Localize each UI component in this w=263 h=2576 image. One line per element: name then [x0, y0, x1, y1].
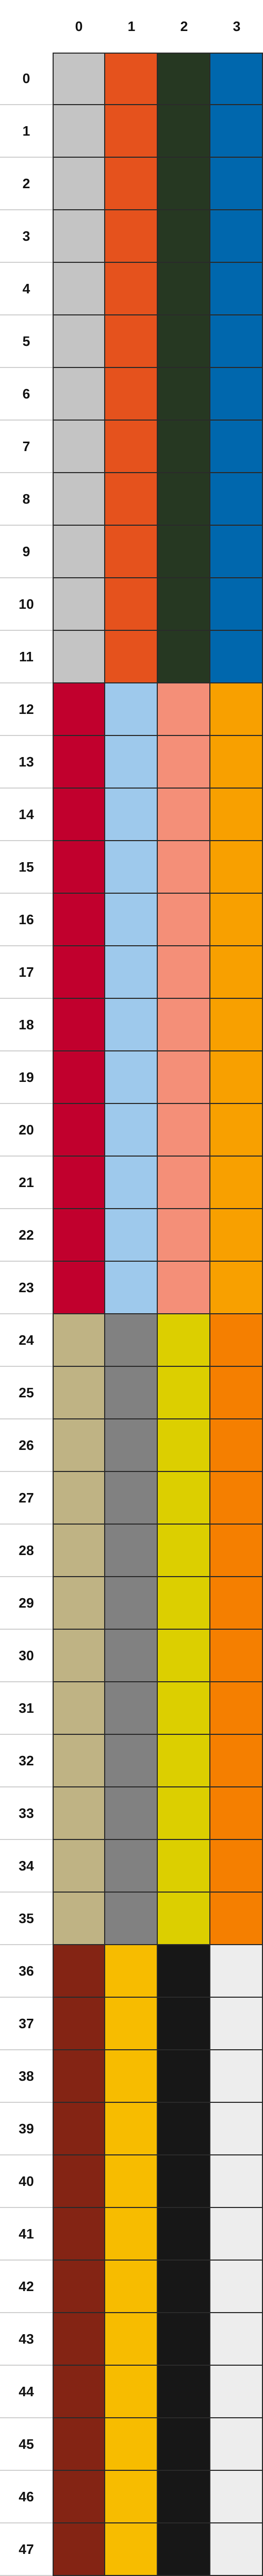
color-cell-r11-c2 — [158, 631, 210, 683]
row-label-19: 19 — [0, 1051, 53, 1104]
color-cell-r38-c1 — [105, 2050, 158, 2103]
color-cell-r35-c3 — [210, 1893, 263, 1945]
color-cell-r43-c1 — [105, 2313, 158, 2366]
color-cell-r3-c0 — [53, 210, 105, 263]
row-label-9: 9 — [0, 526, 53, 578]
color-cell-r15-c1 — [105, 841, 158, 894]
color-cell-r28-c1 — [105, 1525, 158, 1577]
color-cell-r17-c2 — [158, 946, 210, 999]
color-cell-r15-c2 — [158, 841, 210, 894]
color-cell-r23-c3 — [210, 1262, 263, 1314]
color-cell-r0-c1 — [105, 53, 158, 105]
color-cell-r1-c3 — [210, 105, 263, 158]
color-cell-r44-c0 — [53, 2366, 105, 2418]
color-cell-r39-c2 — [158, 2103, 210, 2155]
color-cell-r12-c1 — [105, 683, 158, 736]
color-cell-r34-c2 — [158, 1840, 210, 1893]
color-cell-r2-c3 — [210, 158, 263, 210]
color-cell-r32-c0 — [53, 1735, 105, 1787]
row-label-5: 5 — [0, 315, 53, 368]
color-cell-r42-c2 — [158, 2261, 210, 2313]
color-cell-r36-c0 — [53, 1945, 105, 1998]
row-label-27: 27 — [0, 1472, 53, 1525]
color-cell-r17-c0 — [53, 946, 105, 999]
color-cell-r35-c1 — [105, 1893, 158, 1945]
color-cell-r22-c0 — [53, 1209, 105, 1262]
color-cell-r14-c1 — [105, 789, 158, 841]
color-cell-r8-c2 — [158, 473, 210, 526]
row-label-17: 17 — [0, 946, 53, 999]
color-cell-r5-c3 — [210, 315, 263, 368]
color-cell-r26-c1 — [105, 1419, 158, 1472]
color-cell-r13-c3 — [210, 736, 263, 789]
color-cell-r31-c0 — [53, 1682, 105, 1735]
color-cell-r24-c1 — [105, 1314, 158, 1367]
color-cell-r3-c1 — [105, 210, 158, 263]
color-cell-r29-c3 — [210, 1577, 263, 1630]
color-cell-r32-c2 — [158, 1735, 210, 1787]
color-cell-r44-c1 — [105, 2366, 158, 2418]
color-cell-r6-c0 — [53, 368, 105, 421]
color-cell-r19-c2 — [158, 1051, 210, 1104]
color-cell-r9-c3 — [210, 526, 263, 578]
row-label-38: 38 — [0, 2050, 53, 2103]
color-cell-r28-c3 — [210, 1525, 263, 1577]
color-cell-r23-c2 — [158, 1262, 210, 1314]
color-cell-r6-c1 — [105, 368, 158, 421]
row-label-6: 6 — [0, 368, 53, 421]
row-label-39: 39 — [0, 2103, 53, 2155]
color-cell-r20-c1 — [105, 1104, 158, 1157]
row-label-33: 33 — [0, 1787, 53, 1840]
color-cell-r29-c1 — [105, 1577, 158, 1630]
color-cell-r13-c0 — [53, 736, 105, 789]
color-cell-r19-c0 — [53, 1051, 105, 1104]
color-cell-r38-c2 — [158, 2050, 210, 2103]
row-label-45: 45 — [0, 2418, 53, 2471]
row-label-18: 18 — [0, 999, 53, 1051]
row-label-2: 2 — [0, 158, 53, 210]
color-cell-r5-c0 — [53, 315, 105, 368]
row-label-11: 11 — [0, 631, 53, 683]
color-cell-r9-c2 — [158, 526, 210, 578]
color-cell-r26-c2 — [158, 1419, 210, 1472]
color-cell-r21-c1 — [105, 1157, 158, 1209]
color-cell-r46-c1 — [105, 2471, 158, 2523]
row-label-7: 7 — [0, 421, 53, 473]
color-cell-r18-c1 — [105, 999, 158, 1051]
color-cell-r26-c0 — [53, 1419, 105, 1472]
color-cell-r7-c0 — [53, 421, 105, 473]
row-label-44: 44 — [0, 2366, 53, 2418]
color-cell-r7-c1 — [105, 421, 158, 473]
color-cell-r43-c2 — [158, 2313, 210, 2366]
color-cell-r40-c0 — [53, 2155, 105, 2208]
row-label-24: 24 — [0, 1314, 53, 1367]
color-cell-r18-c2 — [158, 999, 210, 1051]
color-cell-r32-c3 — [210, 1735, 263, 1787]
color-cell-r41-c3 — [210, 2208, 263, 2261]
color-cell-r47-c3 — [210, 2523, 263, 2576]
row-label-43: 43 — [0, 2313, 53, 2366]
color-cell-r25-c3 — [210, 1367, 263, 1419]
row-label-29: 29 — [0, 1577, 53, 1630]
row-label-25: 25 — [0, 1367, 53, 1419]
row-label-1: 1 — [0, 105, 53, 158]
color-cell-r8-c3 — [210, 473, 263, 526]
color-cell-r16-c3 — [210, 894, 263, 946]
color-cell-r12-c0 — [53, 683, 105, 736]
color-cell-r5-c1 — [105, 315, 158, 368]
color-cell-r16-c2 — [158, 894, 210, 946]
color-cell-r35-c0 — [53, 1893, 105, 1945]
color-cell-r36-c3 — [210, 1945, 263, 1998]
color-cell-r28-c2 — [158, 1525, 210, 1577]
color-cell-r3-c2 — [158, 210, 210, 263]
color-cell-r35-c2 — [158, 1893, 210, 1945]
row-label-4: 4 — [0, 263, 53, 315]
row-label-47: 47 — [0, 2523, 53, 2576]
color-cell-r13-c1 — [105, 736, 158, 789]
color-cell-r45-c0 — [53, 2418, 105, 2471]
color-cell-r11-c1 — [105, 631, 158, 683]
color-cell-r40-c2 — [158, 2155, 210, 2208]
color-cell-r2-c2 — [158, 158, 210, 210]
row-label-21: 21 — [0, 1157, 53, 1209]
color-cell-r4-c0 — [53, 263, 105, 315]
color-cell-r10-c3 — [210, 578, 263, 631]
color-cell-r11-c0 — [53, 631, 105, 683]
row-label-8: 8 — [0, 473, 53, 526]
color-cell-r10-c2 — [158, 578, 210, 631]
row-label-23: 23 — [0, 1262, 53, 1314]
color-cell-r42-c1 — [105, 2261, 158, 2313]
color-cell-r1-c2 — [158, 105, 210, 158]
color-cell-r36-c1 — [105, 1945, 158, 1998]
color-cell-r21-c2 — [158, 1157, 210, 1209]
color-cell-r20-c2 — [158, 1104, 210, 1157]
color-cell-r31-c2 — [158, 1682, 210, 1735]
row-label-46: 46 — [0, 2471, 53, 2523]
color-cell-r6-c2 — [158, 368, 210, 421]
color-cell-r33-c0 — [53, 1787, 105, 1840]
color-cell-r26-c3 — [210, 1419, 263, 1472]
color-cell-r43-c3 — [210, 2313, 263, 2366]
color-cell-r27-c1 — [105, 1472, 158, 1525]
row-label-12: 12 — [0, 683, 53, 736]
color-cell-r38-c0 — [53, 2050, 105, 2103]
color-cell-r25-c2 — [158, 1367, 210, 1419]
row-label-26: 26 — [0, 1419, 53, 1472]
row-label-37: 37 — [0, 1998, 53, 2050]
row-label-28: 28 — [0, 1525, 53, 1577]
color-cell-r4-c1 — [105, 263, 158, 315]
color-cell-r34-c0 — [53, 1840, 105, 1893]
color-cell-r11-c3 — [210, 631, 263, 683]
color-cell-r22-c1 — [105, 1209, 158, 1262]
color-cell-r0-c0 — [53, 53, 105, 105]
color-cell-r47-c0 — [53, 2523, 105, 2576]
color-cell-r30-c2 — [158, 1630, 210, 1682]
column-header-2: 2 — [180, 18, 188, 34]
row-label-35: 35 — [0, 1893, 53, 1945]
color-cell-r37-c2 — [158, 1998, 210, 2050]
row-label-3: 3 — [0, 210, 53, 263]
color-cell-r15-c0 — [53, 841, 105, 894]
color-cell-r2-c1 — [105, 158, 158, 210]
color-cell-r44-c3 — [210, 2366, 263, 2418]
color-cell-r34-c3 — [210, 1840, 263, 1893]
color-cell-r3-c3 — [210, 210, 263, 263]
color-cell-r4-c2 — [158, 263, 210, 315]
row-label-30: 30 — [0, 1630, 53, 1682]
row-label-36: 36 — [0, 1945, 53, 1998]
color-cell-r19-c1 — [105, 1051, 158, 1104]
color-cell-r46-c0 — [53, 2471, 105, 2523]
color-cell-r7-c3 — [210, 421, 263, 473]
color-cell-r42-c3 — [210, 2261, 263, 2313]
color-cell-r34-c1 — [105, 1840, 158, 1893]
column-header-0: 0 — [75, 18, 83, 34]
color-cell-r29-c2 — [158, 1577, 210, 1630]
color-cell-r18-c0 — [53, 999, 105, 1051]
color-cell-r9-c1 — [105, 526, 158, 578]
color-cell-r8-c0 — [53, 473, 105, 526]
color-cell-r39-c0 — [53, 2103, 105, 2155]
color-cell-r12-c3 — [210, 683, 263, 736]
row-label-31: 31 — [0, 1682, 53, 1735]
color-cell-r42-c0 — [53, 2261, 105, 2313]
color-cell-r31-c1 — [105, 1682, 158, 1735]
color-cell-r13-c2 — [158, 736, 210, 789]
column-header-1: 1 — [127, 18, 136, 34]
color-cell-r10-c1 — [105, 578, 158, 631]
color-cell-r32-c1 — [105, 1735, 158, 1787]
color-cell-r45-c3 — [210, 2418, 263, 2471]
row-label-13: 13 — [0, 736, 53, 789]
color-cell-r21-c3 — [210, 1157, 263, 1209]
color-cell-r20-c0 — [53, 1104, 105, 1157]
color-cell-r16-c1 — [105, 894, 158, 946]
color-cell-r14-c2 — [158, 789, 210, 841]
color-cell-r24-c0 — [53, 1314, 105, 1367]
row-label-22: 22 — [0, 1209, 53, 1262]
color-cell-r47-c2 — [158, 2523, 210, 2576]
color-cell-r17-c3 — [210, 946, 263, 999]
color-cell-r39-c3 — [210, 2103, 263, 2155]
color-cell-r9-c0 — [53, 526, 105, 578]
color-cell-r46-c3 — [210, 2471, 263, 2523]
color-cell-r22-c3 — [210, 1209, 263, 1262]
color-cell-r37-c1 — [105, 1998, 158, 2050]
color-cell-r14-c3 — [210, 789, 263, 841]
color-cell-r1-c1 — [105, 105, 158, 158]
color-cell-r43-c0 — [53, 2313, 105, 2366]
color-cell-r29-c0 — [53, 1577, 105, 1630]
color-cell-r0-c3 — [210, 53, 263, 105]
color-cell-r38-c3 — [210, 2050, 263, 2103]
color-cell-r45-c1 — [105, 2418, 158, 2471]
color-cell-r23-c0 — [53, 1262, 105, 1314]
color-cell-r17-c1 — [105, 946, 158, 999]
color-cell-r23-c1 — [105, 1262, 158, 1314]
color-cell-r37-c3 — [210, 1998, 263, 2050]
color-cell-r25-c0 — [53, 1367, 105, 1419]
color-cell-r30-c1 — [105, 1630, 158, 1682]
color-cell-r1-c0 — [53, 105, 105, 158]
color-cell-r2-c0 — [53, 158, 105, 210]
color-cell-r20-c3 — [210, 1104, 263, 1157]
color-cell-r41-c2 — [158, 2208, 210, 2261]
color-cell-r4-c3 — [210, 263, 263, 315]
color-cell-r22-c2 — [158, 1209, 210, 1262]
color-cell-r39-c1 — [105, 2103, 158, 2155]
color-cell-r33-c2 — [158, 1787, 210, 1840]
color-cell-r45-c2 — [158, 2418, 210, 2471]
color-cell-r36-c2 — [158, 1945, 210, 1998]
color-cell-r40-c3 — [210, 2155, 263, 2208]
row-label-40: 40 — [0, 2155, 53, 2208]
color-cell-r47-c1 — [105, 2523, 158, 2576]
color-cell-r12-c2 — [158, 683, 210, 736]
row-label-10: 10 — [0, 578, 53, 631]
column-header-3: 3 — [232, 18, 241, 34]
color-cell-r33-c3 — [210, 1787, 263, 1840]
color-cell-r27-c0 — [53, 1472, 105, 1525]
color-cell-r30-c0 — [53, 1630, 105, 1682]
color-cell-r19-c3 — [210, 1051, 263, 1104]
row-label-0: 0 — [0, 53, 53, 105]
row-label-34: 34 — [0, 1840, 53, 1893]
color-cell-r25-c1 — [105, 1367, 158, 1419]
color-cell-r21-c0 — [53, 1157, 105, 1209]
color-cell-r46-c2 — [158, 2471, 210, 2523]
color-cell-r18-c3 — [210, 999, 263, 1051]
color-cell-r31-c3 — [210, 1682, 263, 1735]
color-cell-r24-c3 — [210, 1314, 263, 1367]
row-label-41: 41 — [0, 2208, 53, 2261]
color-cell-r27-c2 — [158, 1472, 210, 1525]
row-label-15: 15 — [0, 841, 53, 894]
color-cell-r7-c2 — [158, 421, 210, 473]
color-cell-r14-c0 — [53, 789, 105, 841]
color-cell-r28-c0 — [53, 1525, 105, 1577]
color-cell-r0-c2 — [158, 53, 210, 105]
color-cell-r5-c2 — [158, 315, 210, 368]
color-cell-r41-c1 — [105, 2208, 158, 2261]
row-label-42: 42 — [0, 2261, 53, 2313]
row-label-32: 32 — [0, 1735, 53, 1787]
color-cell-r6-c3 — [210, 368, 263, 421]
color-cell-r24-c2 — [158, 1314, 210, 1367]
color-cell-r37-c0 — [53, 1998, 105, 2050]
color-cell-r15-c3 — [210, 841, 263, 894]
color-cell-r30-c3 — [210, 1630, 263, 1682]
row-label-20: 20 — [0, 1104, 53, 1157]
color-cell-r8-c1 — [105, 473, 158, 526]
row-label-14: 14 — [0, 789, 53, 841]
row-label-16: 16 — [0, 894, 53, 946]
color-cell-r33-c1 — [105, 1787, 158, 1840]
color-cell-r40-c1 — [105, 2155, 158, 2208]
color-cell-r27-c3 — [210, 1472, 263, 1525]
color-cell-r16-c0 — [53, 894, 105, 946]
color-cell-r41-c0 — [53, 2208, 105, 2261]
color-cell-r10-c0 — [53, 578, 105, 631]
color-cell-r44-c2 — [158, 2366, 210, 2418]
